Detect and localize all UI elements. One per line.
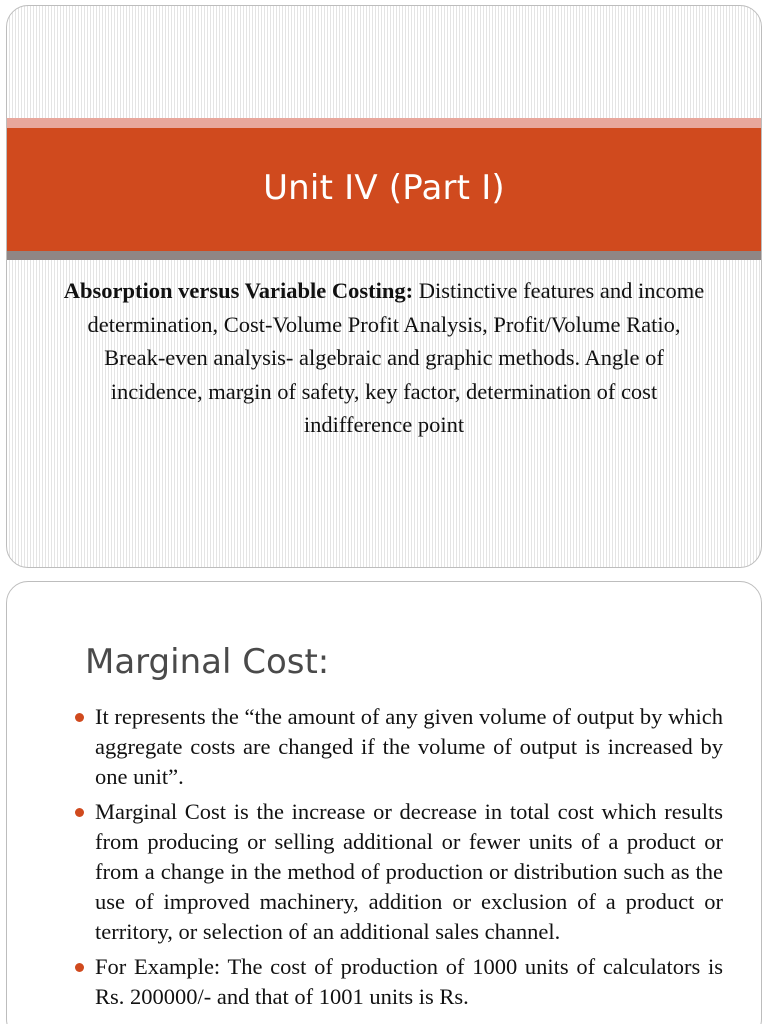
title-slide	[6, 5, 762, 568]
bullet-list	[7, 702, 762, 1017]
bullet-item	[7, 952, 762, 1012]
bullet-text: Marginal Cost is the increase or decrease in total cost which results from producing or selling additional or fewer units of a product or from a change in the method of production or distribution such as the use of improved machinery, addition or exclusion of a product or territory, or selection of an additional sales channel.	[95, 799, 723, 944]
title-band-bottom-stripe	[7, 251, 761, 260]
bullet-item	[7, 702, 762, 792]
slide-title: Unit IV (Part I)	[263, 167, 505, 208]
bullet-text: For Example: The cost of production of 1000 units of calculators is Rs. 200000/- and that of 1001 units is Rs.	[95, 954, 723, 1009]
bullet-dot-icon	[75, 808, 84, 817]
title-band-top-stripe	[7, 118, 761, 128]
bullet-dot-icon	[75, 713, 84, 722]
slide-subtitle	[57, 274, 711, 442]
bullet-dot-icon	[75, 963, 84, 972]
subtitle-bold-lead: Absorption versus Variable Costing:	[63, 278, 414, 303]
bullet-text: It represents the “the amount of any given volume of output by which aggregate costs are changed if the volume of output is increased by one unit”.	[95, 704, 723, 789]
slide-heading: Marginal Cost:	[85, 642, 330, 682]
bullet-item	[7, 797, 762, 947]
title-band	[7, 128, 761, 251]
subtitle-body: Distinctive features and income determination, Cost-Volume Profit Analysis, Profit/Volume Ratio, Break-even analysis- algebraic and graphic methods. Angle of incidence, margin of safety, key factor, determination of cost indifference point	[87, 278, 705, 437]
content-slide	[6, 581, 762, 1024]
